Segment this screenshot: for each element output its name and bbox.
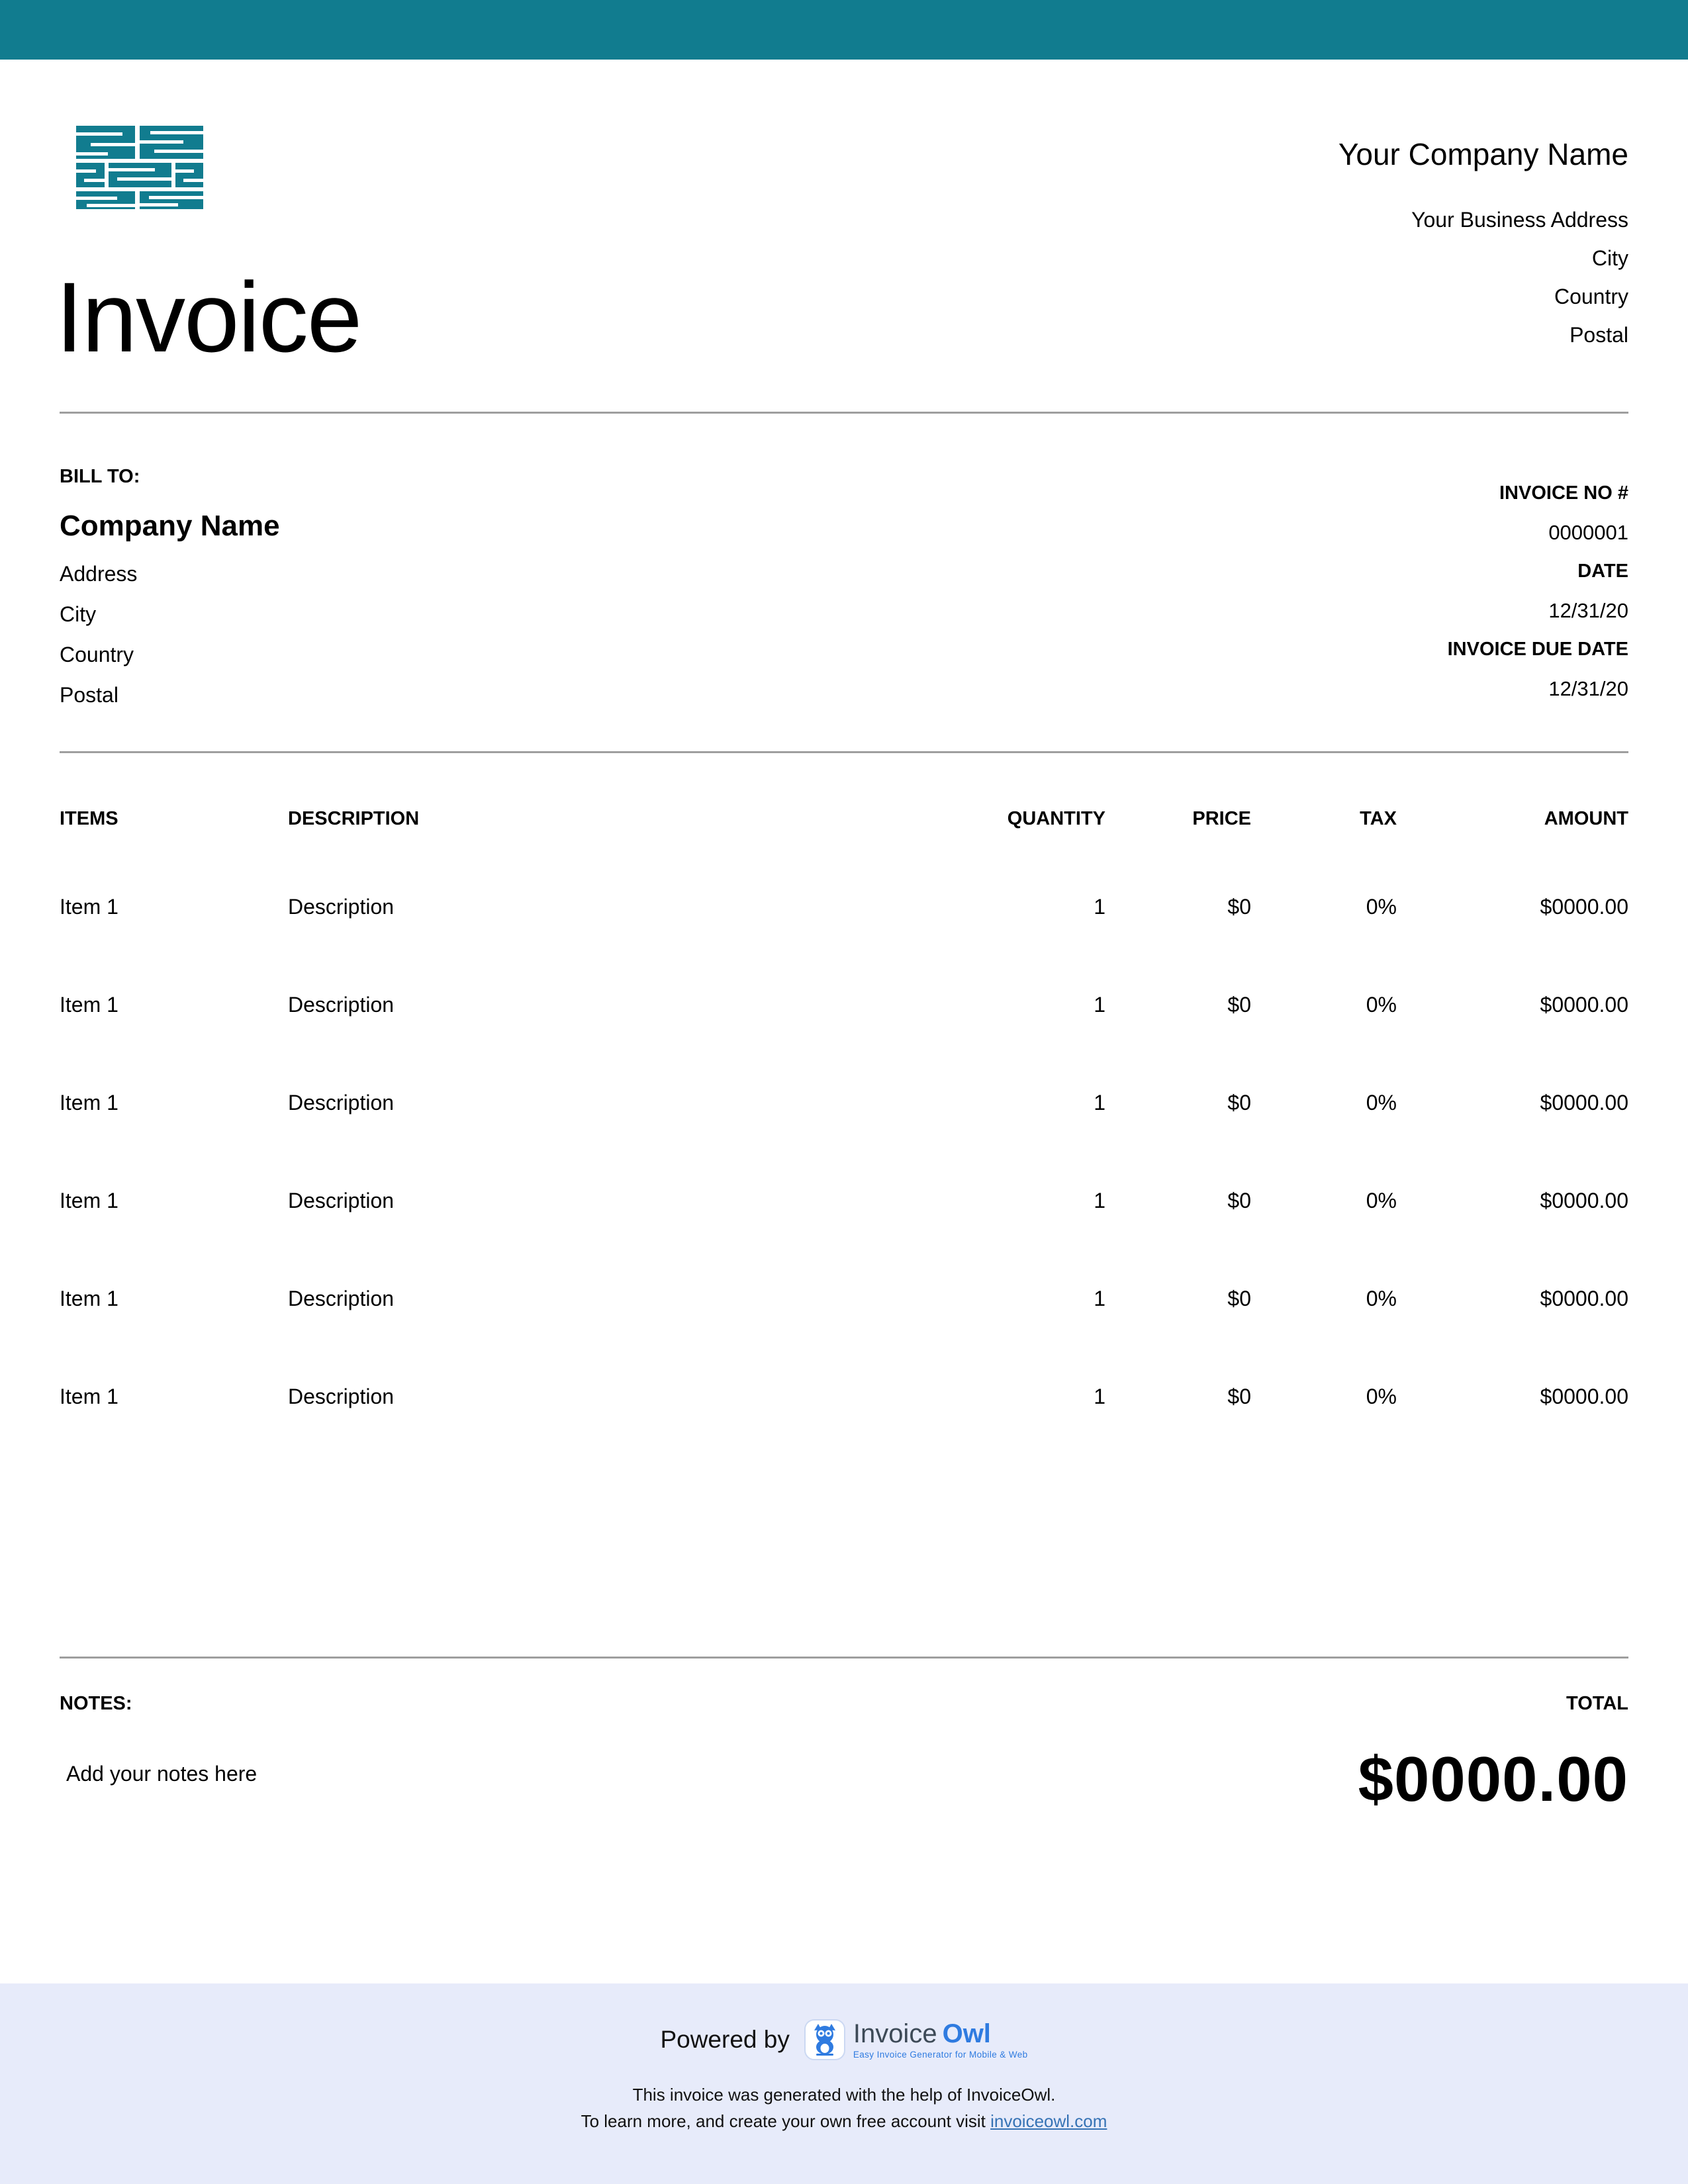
company-country-line: Country (1554, 285, 1628, 308)
invoice-due-date-value: 12/31/20 (1548, 677, 1628, 700)
company-address-line: Your Business Address (1411, 208, 1628, 232)
company-city-line: City (1591, 246, 1628, 270)
invoice-due-date-label: INVOICE DUE DATE (1447, 639, 1628, 660)
notes-block (60, 1694, 257, 1786)
row1-item: Item 1 (60, 895, 118, 919)
row6-amount: $0000.00 (1540, 1385, 1628, 1408)
column-header-price: PRICE (1192, 808, 1251, 829)
total-label: TOTAL (1566, 1693, 1628, 1714)
row1-quantity: 1 (1094, 895, 1105, 919)
notes-label: NOTES: (60, 1693, 132, 1714)
notes-divider (60, 1657, 1628, 1659)
row5-price: $0 (1227, 1287, 1251, 1310)
company-info-block (1338, 137, 1628, 354)
row4-quantity: 1 (1094, 1189, 1105, 1212)
footer-text (581, 2081, 1107, 2134)
row1-description: Description (288, 895, 395, 919)
wordmark-owl: Owl (942, 2019, 991, 2048)
bill-to-divider (60, 751, 1628, 753)
row3-quantity: 1 (1094, 1091, 1105, 1115)
row4-description: Description (288, 1189, 395, 1212)
invoiceowl-link[interactable]: invoiceowl.com (990, 2111, 1107, 2131)
powered-by-label: Powered by (660, 2026, 790, 2053)
row3-item: Item 1 (60, 1091, 118, 1115)
column-header-quantity: QUANTITY (1007, 808, 1105, 829)
row3-tax: 0% (1366, 1091, 1397, 1115)
row6-price: $0 (1227, 1385, 1251, 1408)
bill-to-address-line: Address (60, 562, 138, 586)
invoice-date-value: 12/31/20 (1548, 599, 1628, 622)
items-table (60, 809, 1628, 1482)
row3-description: Description (288, 1091, 395, 1115)
row6-description: Description (288, 1385, 395, 1408)
row4-tax: 0% (1366, 1189, 1397, 1212)
bill-to-city-line: City (60, 602, 97, 626)
row5-description: Description (288, 1287, 395, 1310)
row5-item: Item 1 (60, 1287, 118, 1310)
row2-description: Description (288, 993, 395, 1017)
bill-to-block (60, 467, 280, 715)
invoiceowl-logo-link[interactable] (804, 2019, 1028, 2060)
invoice-date-label: DATE (1577, 561, 1628, 582)
row4-price: $0 (1227, 1189, 1251, 1212)
invoice-number-label: INVOICE NO # (1499, 482, 1628, 504)
row6-quantity: 1 (1094, 1385, 1105, 1408)
owl-icon (804, 2019, 845, 2060)
row2-item: Item 1 (60, 993, 118, 1017)
row2-tax: 0% (1366, 993, 1397, 1017)
row2-quantity: 1 (1094, 993, 1105, 1017)
row6-tax: 0% (1366, 1385, 1397, 1408)
wordmark-invoice: Invoice (853, 2019, 937, 2048)
invoiceowl-wordmark (853, 2020, 1028, 2060)
row3-price: $0 (1227, 1091, 1251, 1115)
bill-to-label: BILL TO: (60, 466, 140, 487)
powered-by-row (660, 2018, 1027, 2062)
wordmark-tagline: Easy Invoice Generator for Mobile & Web (853, 2050, 1028, 2060)
column-header-amount: AMOUNT (1544, 808, 1628, 829)
top-accent-bar (0, 0, 1688, 60)
row2-amount: $0000.00 (1540, 993, 1628, 1017)
row4-amount: $0000.00 (1540, 1189, 1628, 1212)
header-divider (60, 412, 1628, 414)
row5-amount: $0000.00 (1540, 1287, 1628, 1310)
row5-tax: 0% (1366, 1287, 1397, 1310)
column-header-tax: TAX (1360, 808, 1397, 829)
row3-amount: $0000.00 (1540, 1091, 1628, 1115)
row5-quantity: 1 (1094, 1287, 1105, 1310)
notes-text: Add your notes here (66, 1762, 258, 1786)
invoice-number-value: 0000001 (1548, 521, 1628, 544)
company-postal-line: Postal (1570, 323, 1628, 347)
company-name: Your Company Name (1338, 137, 1628, 171)
row1-tax: 0% (1366, 895, 1397, 919)
footer (0, 1983, 1688, 2184)
brick-logo-icon (76, 126, 203, 209)
column-header-description: DESCRIPTION (288, 808, 420, 829)
row4-item: Item 1 (60, 1189, 118, 1212)
row6-item: Item 1 (60, 1385, 118, 1408)
row1-price: $0 (1227, 895, 1251, 919)
row2-price: $0 (1227, 993, 1251, 1017)
company-logo (76, 126, 203, 209)
bill-to-company-name: Company Name (60, 510, 280, 542)
total-block (1358, 1694, 1628, 1813)
bill-to-country-line: Country (60, 643, 134, 666)
total-value: $0000.00 (1358, 1744, 1628, 1815)
row1-amount: $0000.00 (1540, 895, 1628, 919)
invoice-meta-block (1448, 474, 1628, 708)
page-title: Invoice (56, 261, 361, 373)
bill-to-postal-line: Postal (60, 683, 118, 707)
footer-line2: To learn more, and create your own free account visit invoiceowl.com (581, 2111, 1107, 2131)
column-header-items: ITEMS (60, 808, 118, 829)
footer-line1: This invoice was generated with the help of InvoiceOwl. (632, 2085, 1056, 2105)
